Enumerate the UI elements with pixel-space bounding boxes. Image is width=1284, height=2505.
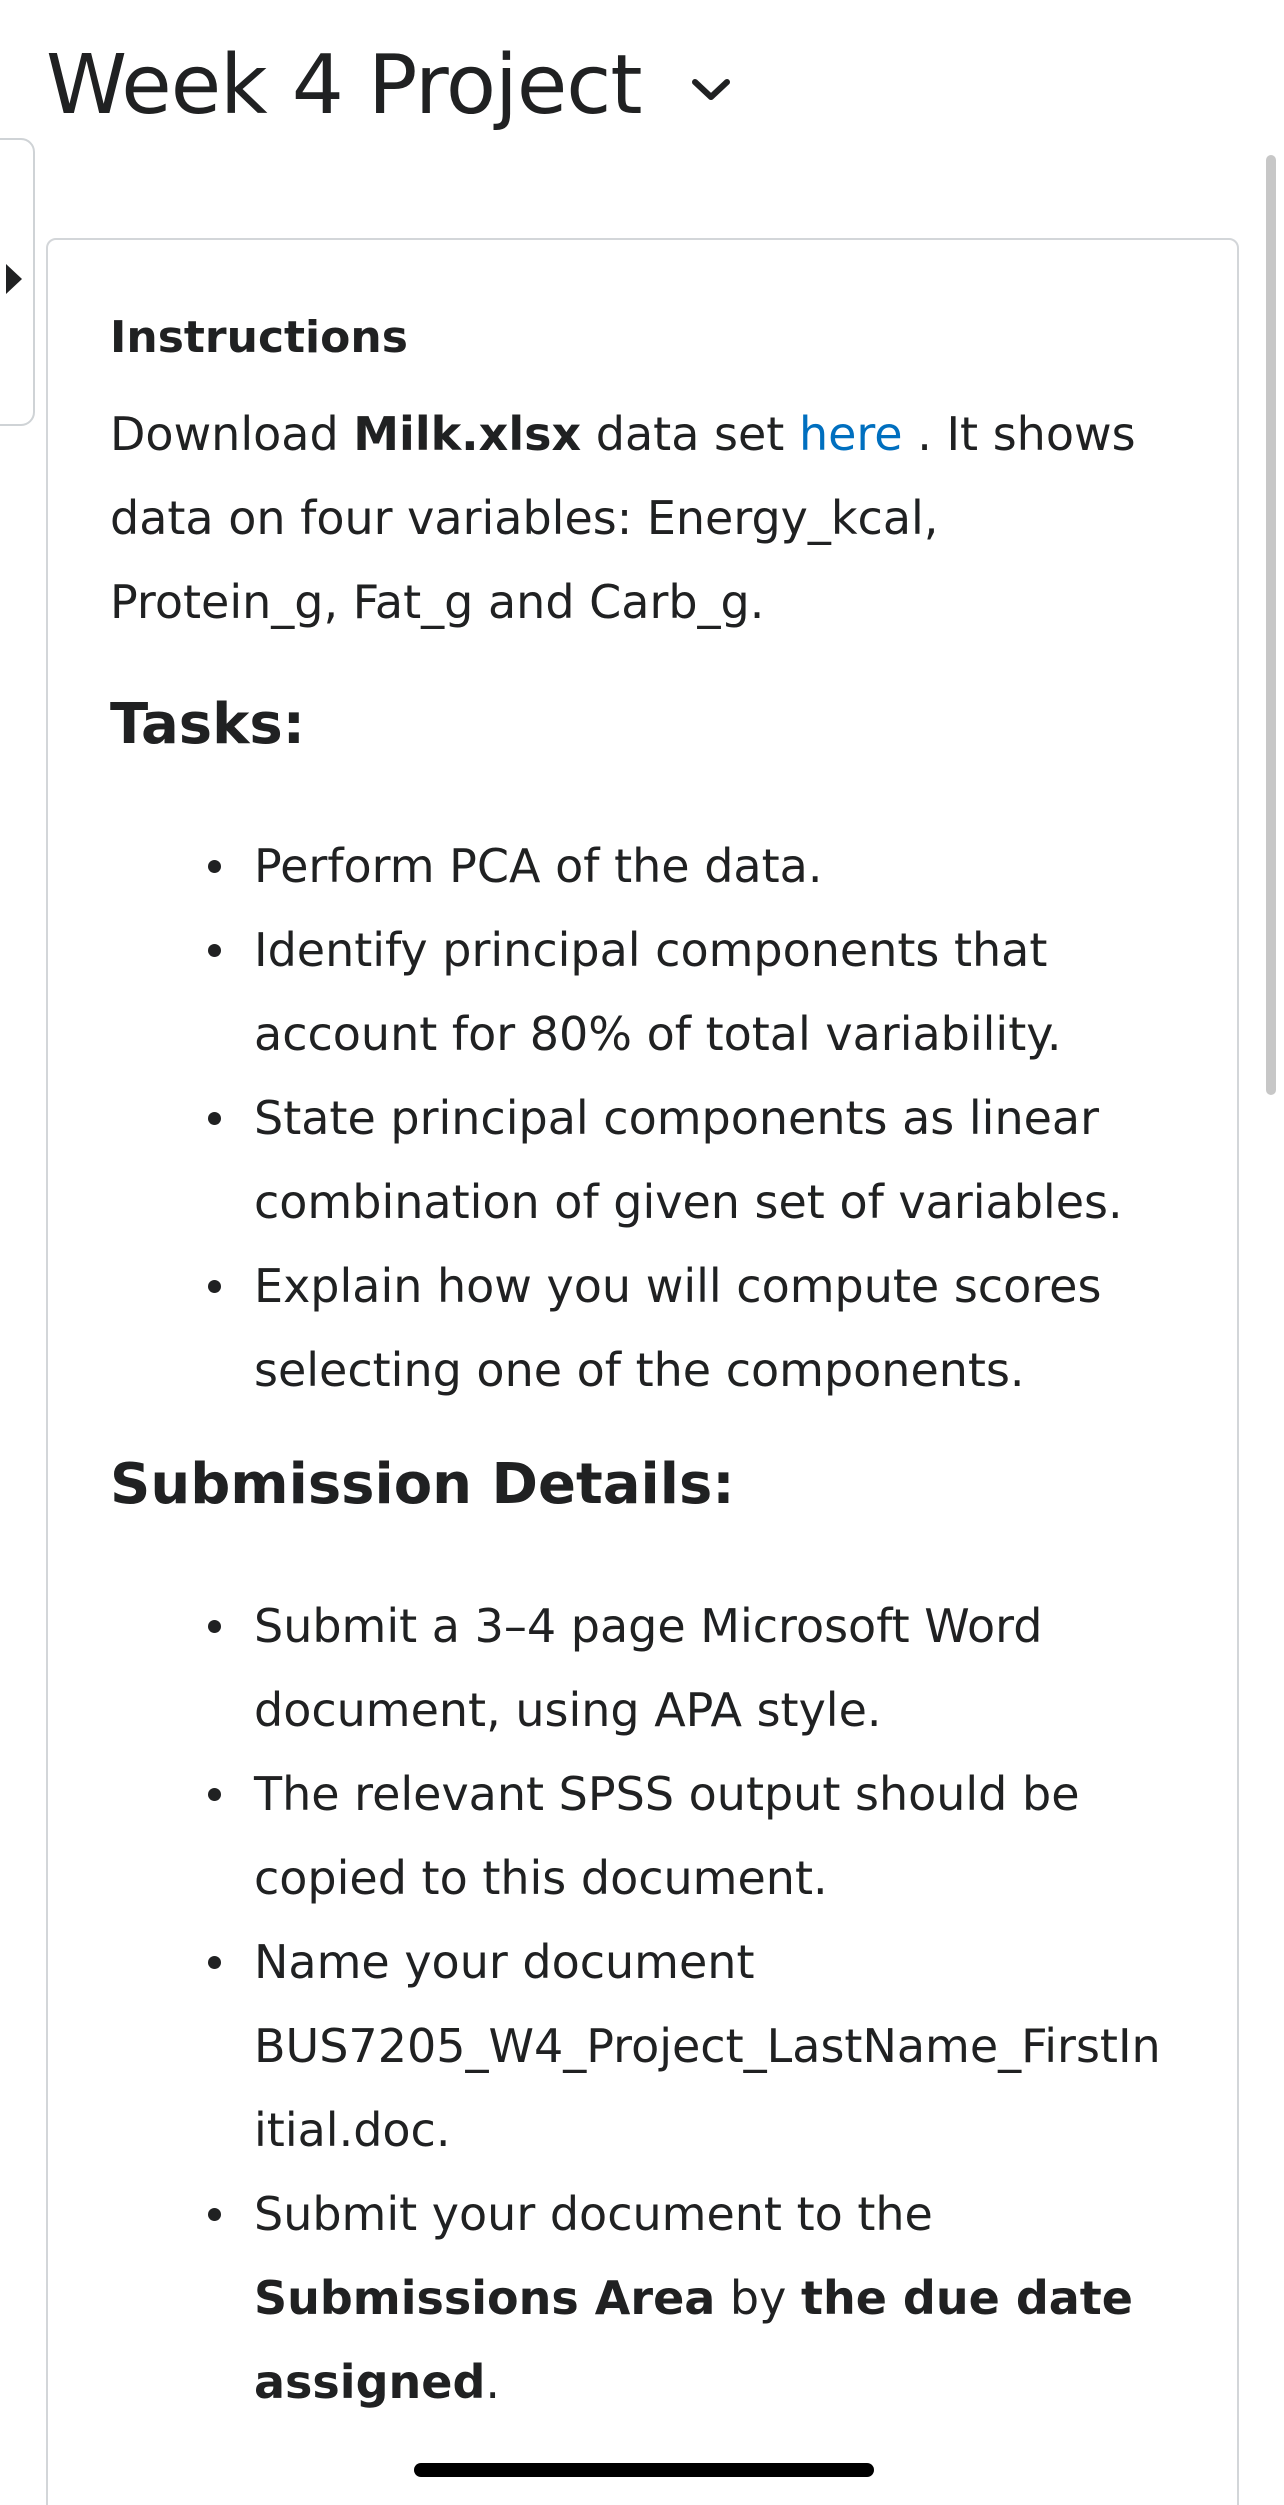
instructions-card xyxy=(46,238,1239,2505)
submission-text: Name your document xyxy=(254,1935,755,1989)
submission-list xyxy=(110,1584,1210,2424)
file-name: Milk.xlsx xyxy=(353,407,582,461)
submission-item: The relevant SPSS output should be copied to this document. xyxy=(110,1752,1210,1920)
intro-text: data set xyxy=(581,407,799,461)
submission-item: Submit a 3–4 page Microsoft Word document, using APA style. xyxy=(110,1584,1210,1752)
scrollbar[interactable] xyxy=(1266,155,1276,1095)
submission-item xyxy=(110,1920,1210,2172)
submissions-area-text: Submissions Area xyxy=(254,2271,716,2325)
submission-heading: Submission Details: xyxy=(110,1452,735,1517)
submission-text: . xyxy=(485,2355,500,2409)
file-name-template: BUS7205_W4_Project_LastName_FirstIn xyxy=(254,2019,1161,2073)
submission-text: by xyxy=(715,2271,801,2325)
home-indicator[interactable] xyxy=(414,2463,874,2477)
tasks-heading: Tasks: xyxy=(110,692,306,757)
instructions-heading: Instructions xyxy=(110,312,408,363)
chevron-down-icon[interactable] xyxy=(688,67,734,113)
tasks-list xyxy=(110,824,1210,1412)
intro-paragraph xyxy=(110,392,1170,644)
task-item: State principal components as linear combination of given set of variables. xyxy=(110,1076,1210,1244)
sidebar-toggle[interactable] xyxy=(0,138,35,426)
file-name-template: itial.doc. xyxy=(254,2103,451,2157)
submission-item xyxy=(110,2172,1210,2424)
caret-right-icon xyxy=(6,264,22,298)
due-date-text: the due date assigned xyxy=(254,2271,1133,2409)
page-title: Week 4 Project xyxy=(46,37,642,133)
intro-text: . It shows data on four variables: Energy_kcal, Protein_g, Fat_g and Carb_g. xyxy=(110,407,1136,629)
task-item: Perform PCA of the data. xyxy=(110,824,1210,908)
task-item: Explain how you will compute scores selecting one of the components. xyxy=(110,1244,1210,1412)
task-item: Identify principal components that account for 80% of total variability. xyxy=(110,908,1210,1076)
download-link[interactable]: here xyxy=(798,407,903,461)
intro-text: Download xyxy=(110,407,354,461)
page-header xyxy=(46,30,734,140)
submission-text: Submit your document to the xyxy=(254,2187,933,2241)
